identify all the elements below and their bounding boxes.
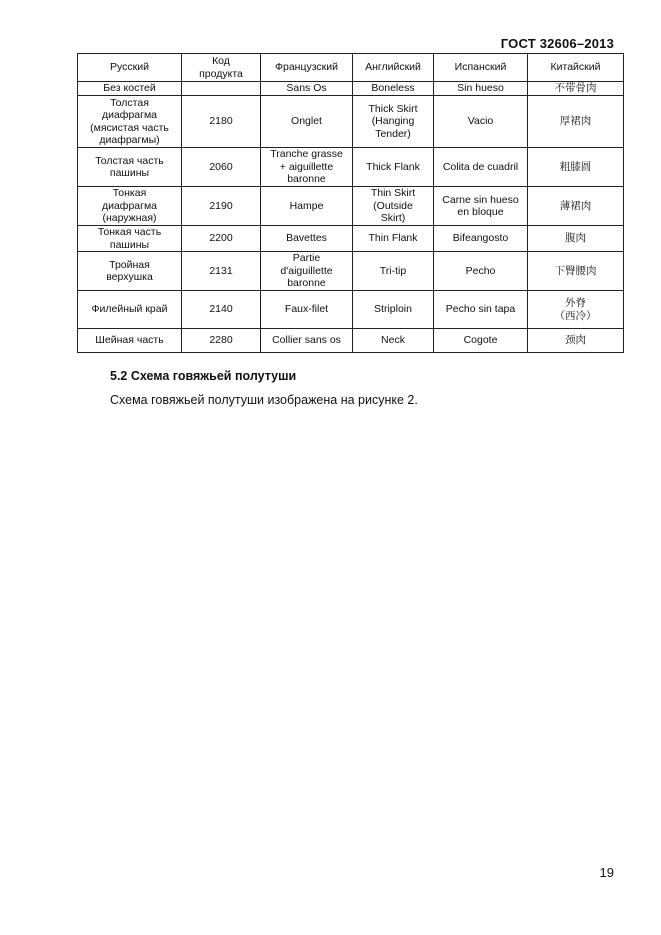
cell-line: (Hanging [371,115,415,128]
cell-line: Толстая [110,96,149,109]
cell-line: Русский [110,61,149,74]
cell-line: Тонкая часть [97,226,162,238]
cell-line: en bloque [457,206,504,218]
table-cell [353,329,434,353]
table-row [78,187,624,226]
table-cell [78,226,182,252]
cell-line: 粗膝圆 [559,160,592,173]
standard-number: ГОСТ 32606–2013 [500,36,614,51]
table-cell [528,252,624,291]
cell-line: Английский [365,61,421,74]
cell-line: d'aiguillette [280,264,333,277]
cell-line: Тонкая [112,187,147,200]
table-cell [78,96,182,148]
cell-line: + aiguillette [279,160,334,173]
cell-line: 颈肉 [565,334,586,347]
table-cell [434,291,528,329]
table-cell [78,329,182,353]
table-cell [182,96,261,148]
cell-line: 2180 [209,115,233,128]
table-cell [78,291,182,329]
table-cell [528,148,624,187]
cell-line: baronne [287,277,326,290]
cell-line: диафрагма [101,199,158,212]
cell-line: Collier sans os [272,334,341,347]
table-cell [261,187,353,226]
cell-line: 2190 [209,199,233,212]
table-cell [434,96,528,148]
table-cell [78,187,182,226]
cell-line: Neck [381,334,405,347]
cell-line: Carne sin hueso [442,193,519,206]
table-cell [353,252,434,291]
table-cell [528,329,624,353]
table-cell [434,226,528,252]
table-cell [78,82,182,96]
table-cell [261,96,353,148]
table-row [78,329,624,353]
column-header [78,54,182,82]
table-cell [434,148,528,187]
cell-line: верхушка [106,271,153,283]
cell-line: Bifeangosto [452,232,509,245]
cell-line: Tranche grasse [270,148,343,161]
cell-line: диафрагма [101,109,158,121]
table-cell [353,96,434,148]
table-cell [353,226,434,252]
cell-line: Skirt) [380,212,406,225]
table-cell [182,187,261,226]
cell-line: диафрагмы) [99,134,160,146]
page-number: 19 [599,865,614,880]
cell-line: Без костей [103,82,156,95]
cell-line: Hampe [289,199,324,212]
table-cell [353,148,434,187]
table-cell [528,82,624,96]
cell-line: Onglet [291,115,322,128]
table-cell [78,148,182,187]
column-header [528,54,624,82]
cell-line: 2060 [209,160,233,173]
cell-line: Pecho sin tapa [445,303,516,316]
table-cell [434,187,528,226]
table-cell [528,187,624,226]
table-row [78,96,624,148]
cell-line: Boneless [371,82,415,95]
table-cell [353,291,434,329]
cell-line: （西冷） [554,309,597,322]
table-cell [434,329,528,353]
table-cell [182,329,261,353]
cell-line: (Outside [373,199,413,212]
table-cell [528,226,624,252]
cell-line: Французский [275,61,338,74]
cell-line: Tri-tip [379,264,407,277]
cell-line: Испанский [454,61,507,74]
table-body [78,82,624,353]
cell-line: 下臀腰肉 [554,264,597,277]
cell-line: Филейный край [91,303,168,316]
cell-line: Bavettes [286,232,327,245]
cell-line: 2140 [209,303,233,316]
cell-line: Colita de cuadril [442,160,519,173]
table-cell [261,252,353,291]
cell-line: (наружная) [102,212,157,225]
cell-line: Китайский [550,61,601,74]
cell-line: Vacio [467,115,494,128]
cell-line: Толстая часть [95,154,164,167]
cell-line: Sans Os [286,82,327,95]
cell-line: Striploin [374,303,412,316]
cell-line: 腹肉 [565,232,586,245]
cell-line: 2200 [209,232,233,245]
table-cell [182,226,261,252]
cell-line: пашины [109,167,150,179]
cell-line: (мясистая часть [90,121,169,134]
table-row [78,291,624,329]
table-cell [182,148,261,187]
table-row [78,82,624,96]
section-text: Схема говяжьей полутуши изображена на рисунке 2. [110,393,418,407]
table-cell [78,252,182,291]
table-row [78,226,624,252]
cell-line: Partie [292,252,321,265]
table-cell [182,252,261,291]
cell-line: Sin hueso [457,82,504,95]
cell-line: 外脊 [565,297,586,309]
cell-line: Tender) [375,127,411,140]
cell-line: Faux-filet [284,303,329,316]
cell-line: Код [212,55,230,67]
cell-line: Thick Skirt [368,102,418,115]
table-cell [261,291,353,329]
cell-line: продукта [199,67,243,80]
cell-line: 薄裙肉 [559,199,592,212]
cell-line: Thin Skirt [370,187,416,200]
column-header [434,54,528,82]
table-row [78,252,624,291]
cell-line: baronne [287,173,326,186]
cell-line: 2131 [209,264,233,277]
cell-line: 不带骨肉 [554,82,597,95]
meat-cuts-table [77,53,624,353]
column-header [261,54,353,82]
table-cell [182,82,261,96]
table-header-row [78,54,624,82]
cell-line: Тройная [109,258,150,271]
table-header [78,54,624,82]
column-header [353,54,434,82]
column-header [182,54,261,82]
table-cell [528,96,624,148]
table-cell [261,226,353,252]
table-cell [434,252,528,291]
table-row [78,148,624,187]
cell-line: 2280 [209,334,233,347]
cell-line: Thick Flank [366,160,420,173]
table-cell [261,82,353,96]
table-cell [434,82,528,96]
table-cell [528,291,624,329]
cell-line: Pecho [465,264,496,277]
table-cell [182,291,261,329]
cell-line: 厚裙肉 [559,115,592,128]
cell-line: пашины [109,238,150,251]
table-cell [261,329,353,353]
cell-line: Thin Flank [368,232,418,245]
table-cell [261,148,353,187]
cell-line: Cogote [463,334,498,347]
section-heading: 5.2 Схема говяжьей полутуши [110,369,297,383]
cell-line: Шейная часть [95,334,164,347]
table-cell [353,187,434,226]
table-cell [353,82,434,96]
